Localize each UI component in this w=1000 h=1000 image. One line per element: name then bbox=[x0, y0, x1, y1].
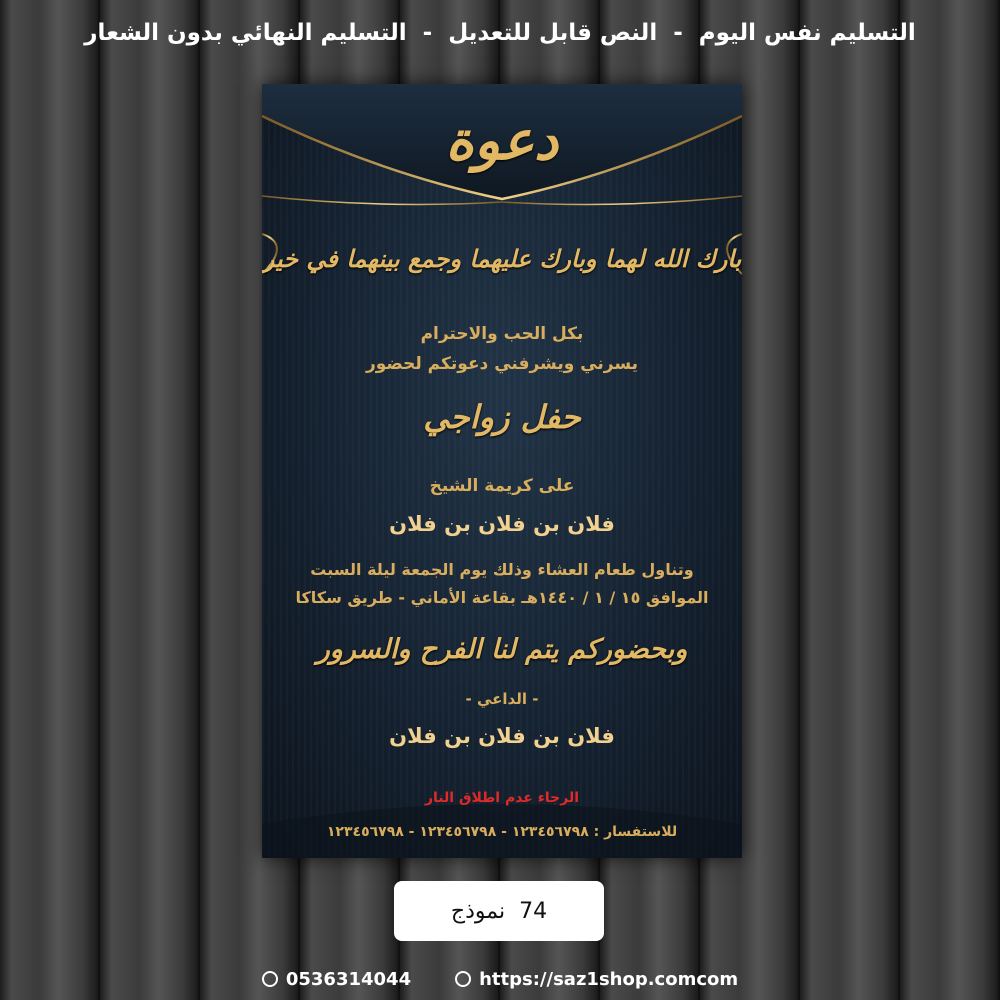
model-label: نموذج bbox=[450, 898, 506, 924]
bride-intro: على كريمة الشيخ bbox=[429, 476, 575, 496]
phone-number: 0536314044 bbox=[285, 968, 412, 990]
invitation-card bbox=[262, 84, 742, 858]
warning-text: الرجاء عدم اطلاق النار bbox=[424, 790, 580, 806]
closing-text: وبحضوركم يتم لنا الفرح والسرور bbox=[316, 634, 688, 665]
model-number: 74 bbox=[519, 898, 548, 924]
whatsapp-icon bbox=[262, 971, 278, 987]
blessing-text: بارك الله لهما وبارك عليهما وجمع بينهما في خير bbox=[262, 244, 742, 273]
event-title: حفل زواجي bbox=[423, 398, 581, 436]
website-url: https://saz1shop.comcom bbox=[479, 968, 739, 990]
footer bbox=[0, 958, 1000, 1000]
globe-icon bbox=[455, 971, 471, 987]
host-label: - الداعي - bbox=[465, 690, 539, 708]
top-banner: التسليم نفس اليوم - النص قابل للتعديل - التسليم النهائي بدون الشعار bbox=[84, 20, 916, 46]
host-name: فلان بن فلان بن فلان bbox=[389, 724, 615, 748]
bride-father-name: فلان بن فلان بن فلان bbox=[389, 512, 615, 536]
intro-line-2: يسرني ويشرفني دعوتكم لحضور bbox=[365, 354, 639, 374]
date-venue-line: الموافق ١٥ / ١ / ١٤٤٠هـ بقاعة الأماني - طريق سكاكا bbox=[295, 588, 709, 607]
dinner-line: وتناول طعام العشاء وذلك يوم الجمعة ليلة السبت bbox=[310, 560, 694, 579]
model-badge bbox=[394, 881, 604, 941]
contact-line: للاستفسار : ١٢٣٤٥٦٧٩٨ - ١٢٣٤٥٦٧٩٨ - ١٢٣٤٥٦٧٩٨ bbox=[326, 824, 678, 840]
website-link[interactable] bbox=[455, 969, 738, 990]
card-title: دعوة bbox=[445, 108, 559, 172]
phone-contact[interactable] bbox=[262, 969, 411, 990]
intro-line-1: بكل الحب والاحترام bbox=[420, 324, 584, 344]
